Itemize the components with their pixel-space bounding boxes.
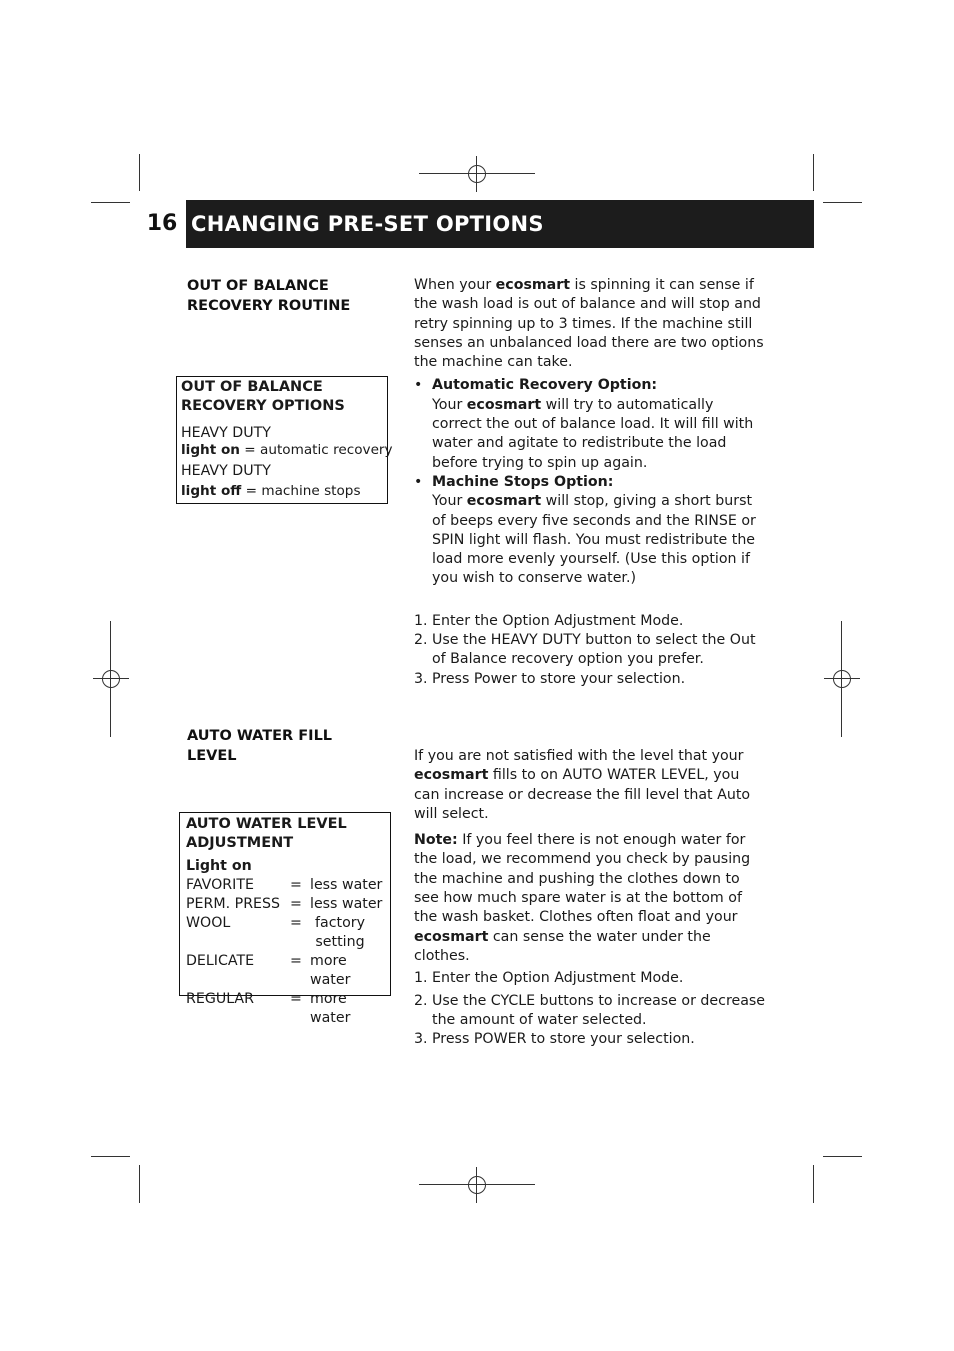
crop-mark — [91, 202, 130, 203]
balance-body — [414, 276, 766, 689]
water-steps — [414, 969, 766, 1049]
crop-mark — [823, 1156, 862, 1157]
registration-mark-right — [824, 661, 860, 697]
list-item: 3. Press POWER to store your selection. — [414, 1031, 695, 1048]
list-item: 1. Enter the Option Adjustment Mode. — [414, 612, 684, 629]
recovery-options-box: OUT OF BALANCE RECOVERY OPTIONS HEAVY DUTY light on = automatic recovery HEAVY DUTY light off = machine stops — [176, 376, 388, 504]
balance-intro: When your ecosmart is spinning it can sense if the wash load is out of balance and will stop and retry spinning up to 3 times. If the machine still senses an unbalanced load there are two options the machine can take. — [414, 277, 764, 371]
list-item: 2. Use the CYCLE buttons to increase or decrease the amount of water selected. — [414, 992, 766, 1028]
option-machine-stops: • Machine Stops Option: Your ecosmart will stop, giving a short burst of beeps every five seconds and the RINSE or SPIN light will flash. You must redistribute the load more evenly yourself. (Use this option if you wish to conserve water.) — [414, 473, 756, 587]
list-item: 3. Press Power to store your selection. — [414, 670, 686, 687]
crop-mark — [139, 1165, 140, 1203]
water-intro: If you are not satisfied with the level that your ecosmart fills to on AUTO WATER LEVEL, you can increase or decrease the fill level that Auto will select. — [414, 748, 751, 822]
registration-mark-bottom — [459, 1167, 495, 1203]
water-level-box: AUTO WATER LEVEL ADJUSTMENT Light on FAVORITE = less water PERM. PRESS = less water WOOL = factory setting DELICATE = more water REGULAR = more water — [179, 812, 391, 996]
list-item: 1. Enter the Option Adjustment Mode. — [414, 970, 684, 987]
page-title: CHANGING PRE-SET OPTIONS — [186, 200, 814, 248]
page-number: 16 — [146, 211, 178, 236]
registration-mark-top — [459, 156, 495, 192]
list-item: 2. Use the HEAVY DUTY button to select the Out of Balance recovery option you prefer. — [414, 632, 756, 668]
crop-mark — [813, 1165, 814, 1203]
registration-mark-left — [93, 661, 129, 697]
section-heading-out-of-balance: OUT OF BALANCE RECOVERY ROUTINE — [187, 278, 351, 314]
section-heading-auto-water: AUTO WATER FILL LEVEL — [187, 728, 333, 764]
crop-mark — [91, 1156, 130, 1157]
crop-mark — [813, 154, 814, 191]
crop-mark — [823, 202, 862, 203]
water-note: Note: If you feel there is not enough water for the load, we recommend you check by pausing the machine and pushing the clothes down to see how much spare water is at the bottom of the wash basket. Clothes often float and your ecosmart can sense the water under the clothes. — [414, 832, 751, 964]
water-body — [414, 747, 766, 1049]
option-automatic-recovery: • Automatic Recovery Option: Your ecosmart will try to automatically correct the out of balance load. It will fill with water and agitate to redistribute the load before trying to spin up again. — [414, 377, 754, 471]
water-level-table: FAVORITE = less water PERM. PRESS = less water WOOL = factory setting DELICATE = more water REGULAR = more water — [186, 877, 383, 1026]
crop-mark — [139, 154, 140, 191]
balance-steps — [414, 612, 766, 689]
